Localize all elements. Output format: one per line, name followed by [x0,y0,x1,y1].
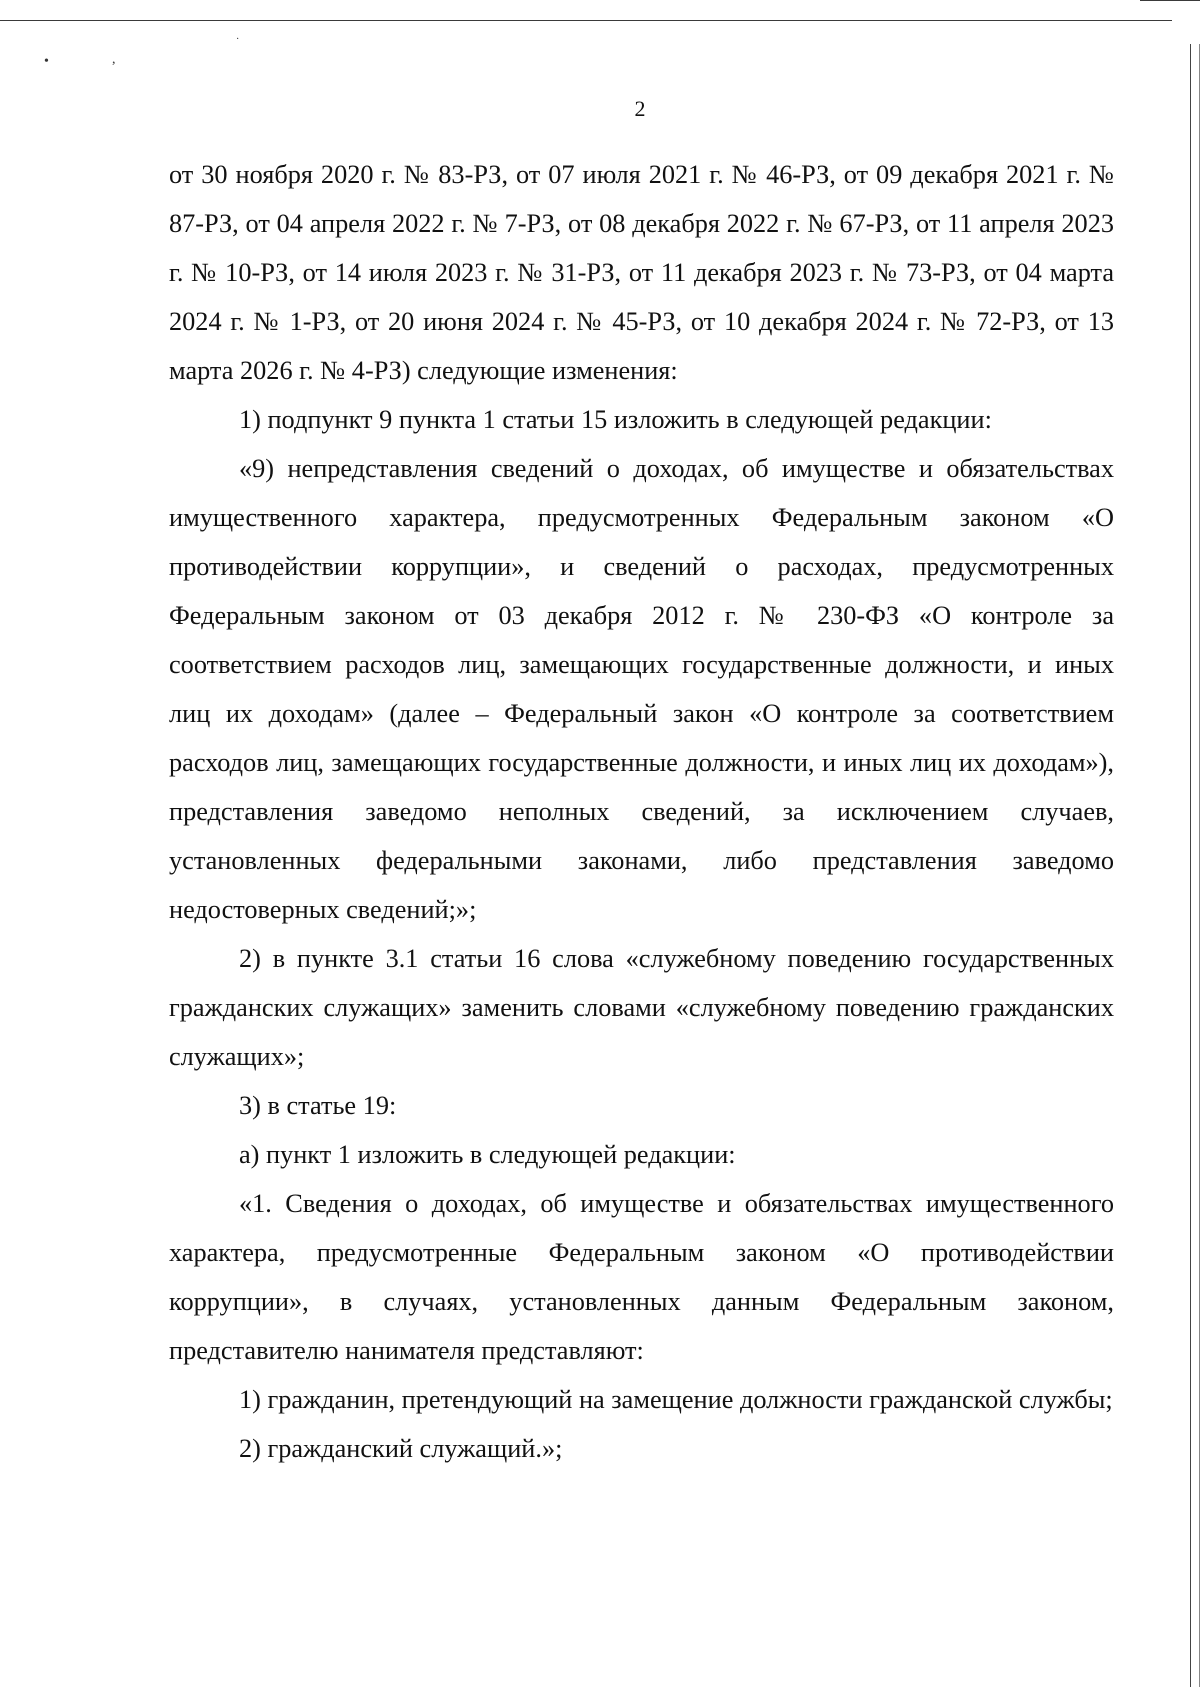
page-number: 2 [634,96,646,121]
paragraph-item-1: 1) подпункт 9 пункта 1 статьи 15 изложить в следующей редакции: [239,405,992,434]
scan-speck: , [112,52,116,67]
paragraph-item-2: 2) в пункте 3.1 статьи 16 слова «служебному поведению государственных гражданских служащих» заменить словами «служебному поведению гражданских служащих»; [169,944,1114,1071]
paragraph-item-1-text: «9) непредставления сведений о доходах, об имуществе и обязательствах имущественного характера, предусмотренных Федеральным законом «О противодействии коррупции», и сведений о расходах, предусмотренных Федеральным законом от 03 декабря 2012 г. № 230-ФЗ «О контроле за соответствием расходов лиц, замещающих государственные должности, и иных лиц их доходам» (далее – Федеральный закон «О контроле за соответствием расходов лиц, замещающих государственные должности, и иных лиц их доходам»), представления заведомо неполных сведений, за исключением случаев, установленных федеральными законами, либо представления заведомо недостоверных сведений;»; [169,454,1114,924]
paragraph-amendment-list: от 30 ноября 2020 г. № 83-РЗ, от 07 июля 2021 г. № 46-РЗ, от 09 декабря 2021 г. № 87-РЗ, от 04 апреля 2022 г. № 7-РЗ, от 08 декабря 2022 г. № 67-РЗ, от 11 апреля 2023 г. № 10-РЗ, от 14 июля 2023 г. № 31-РЗ, от 11 декабря 2023 г. № 73-РЗ, от 04 марта 2024 г. № 1-РЗ, от 20 июня 2024 г. № 45-РЗ, от 10 декабря 2024 г. № 72-РЗ, от 13 марта 2026 г. № 4-РЗ) следующие изменения: [169,160,1114,385]
scan-artifact-right-edge [1190,44,1200,1687]
scan-artifact-top-line [0,20,1172,21]
scan-speck: · [236,34,240,45]
paragraph-item-3a: а) пункт 1 изложить в следующей редакции: [239,1140,736,1169]
scan-speck: • [44,54,49,69]
scan-artifact-top-corner-line [1140,0,1200,1]
paragraph-subitem-2: 2) гражданский служащий.»; [239,1434,563,1463]
document-body [169,150,1114,1473]
paragraph-item-3: 3) в статье 19: [239,1091,397,1120]
paragraph-subitem-1: 1) гражданин, претендующий на замещение должности гражданской службы; [239,1385,1113,1414]
paragraph-item-3a-text: «1. Сведения о доходах, об имуществе и обязательствах имущественного характера, предусмотренные Федеральным законом «О противодействии коррупции», в случаях, установленных данным Федеральным законом, представителю нанимателя представляют: [169,1189,1114,1365]
